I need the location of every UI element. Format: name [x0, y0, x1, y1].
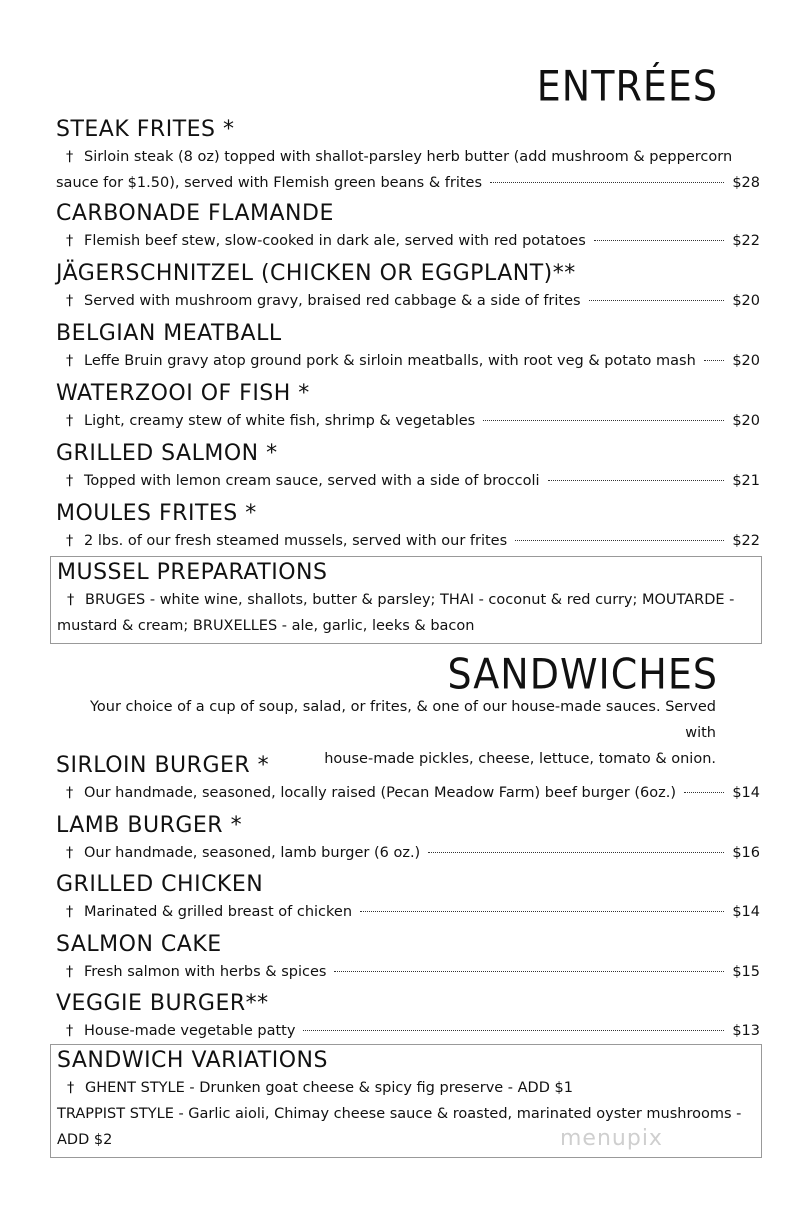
dot-leader: [548, 480, 725, 481]
menu-item-veggie-burger: [56, 990, 760, 1044]
item-price: $15: [732, 964, 760, 980]
dot-leader: [360, 911, 724, 912]
item-description: Fresh salmon with herbs & spices: [84, 964, 327, 980]
item-description-row: [56, 288, 760, 314]
dagger-icon: †: [66, 473, 74, 489]
item-description: Leffe Bruin gravy atop ground pork & sirloin meatballs, with root veg & potato mash: [84, 353, 696, 369]
item-name: JÄGERSCHNITZEL (CHICKEN OR EGGPLANT)**: [56, 261, 576, 286]
item-description-row: [56, 468, 760, 494]
menu-item-steak-frites: [56, 116, 760, 196]
dot-leader: [303, 1030, 724, 1031]
dagger-icon: †: [66, 785, 74, 801]
item-description-row: [56, 408, 760, 434]
item-description: House-made vegetable patty: [84, 1023, 296, 1039]
item-price: $22: [732, 533, 760, 549]
menu-item-carbonade: [56, 200, 760, 254]
box-line: † BRUGES - white wine, shallots, butter & parsley; THAI - coconut & red curry; MOUTARDE -: [57, 587, 755, 613]
dot-leader: [428, 852, 724, 853]
item-description: Served with mushroom gravy, braised red cabbage & a side of frites: [84, 293, 581, 309]
menu-item-sirloin-burger: [56, 752, 760, 806]
item-name: STEAK FRITES *: [56, 117, 235, 142]
dot-leader: [594, 240, 725, 241]
item-description-row: [56, 780, 760, 806]
menu-item-moules-frites: [56, 500, 760, 554]
item-price: $28: [732, 175, 760, 191]
item-price: $14: [732, 785, 760, 801]
dot-leader: [704, 360, 725, 361]
item-description-row: [56, 840, 760, 866]
dot-leader: [684, 792, 724, 793]
dagger-icon: †: [66, 293, 74, 309]
item-price: $22: [732, 233, 760, 249]
watermark: menupix: [560, 1126, 663, 1151]
item-price: $21: [732, 473, 760, 489]
item-description: Our handmade, seasoned, lamb burger (6 oz.): [84, 845, 421, 861]
item-description-row: [56, 348, 760, 374]
dagger-icon: †: [66, 149, 74, 165]
item-price: $20: [732, 353, 760, 369]
item-description: † Sirloin steak (8 oz) topped with shallot-parsley herb butter (add mushroom & peppercorn: [56, 144, 760, 170]
menu-item-lamb-burger: [56, 812, 760, 866]
menu-item-salmon-cake: [56, 931, 760, 985]
intro-line: Your choice of a cup of soup, salad, or frites, & one of our house-made sauces. Served with: [89, 699, 716, 741]
item-price: $16: [732, 845, 760, 861]
menu-item-waterzooi: [56, 380, 760, 434]
sandwiches-heading: SANDWICHES: [447, 650, 718, 699]
item-description: 2 lbs. of our fresh steamed mussels, served with our frites: [84, 533, 508, 549]
mussel-preparations-box: [50, 556, 762, 644]
dot-leader: [334, 971, 724, 972]
menu-item-jagerschnitzel: [56, 260, 760, 314]
item-description-row: [56, 959, 760, 985]
dagger-icon: †: [66, 845, 74, 861]
item-description: Flemish beef stew, slow-cooked in dark ale, served with red potatoes: [84, 233, 586, 249]
entrees-heading: ENTRÉES: [536, 62, 718, 111]
item-description: Light, creamy stew of white fish, shrimp & vegetables: [84, 413, 476, 429]
dagger-icon: †: [66, 353, 74, 369]
item-name: MOULES FRITES *: [56, 501, 257, 526]
item-name: SALMON CAKE: [56, 932, 222, 957]
item-description-row: [56, 170, 760, 196]
dot-leader: [589, 300, 725, 301]
item-price: $20: [732, 413, 760, 429]
item-name: CARBONADE FLAMANDE: [56, 201, 334, 226]
box-line: TRAPPIST STYLE - Garlic aioli, Chimay cheese sauce & roasted, marinated oyster mushrooms -: [57, 1106, 742, 1122]
item-description: Our handmade, seasoned, locally raised (Pecan Meadow Farm) beef burger (6oz.): [84, 785, 676, 801]
item-name: LAMB BURGER *: [56, 813, 243, 838]
box-title: MUSSEL PREPARATIONS: [57, 560, 328, 585]
dagger-icon: †: [66, 413, 74, 429]
box-line: ADD $2: [57, 1132, 113, 1148]
dagger-icon: †: [67, 1080, 75, 1096]
item-name: GRILLED SALMON *: [56, 441, 278, 466]
dot-leader: [515, 540, 724, 541]
item-price: $20: [732, 293, 760, 309]
menu-item-belgian-meatball: [56, 320, 760, 374]
box-title: SANDWICH VARIATIONS: [57, 1048, 328, 1073]
box-line: † GHENT STYLE - Drunken goat cheese & spicy fig preserve - ADD $1: [57, 1075, 755, 1101]
item-name: BELGIAN MEATBALL: [56, 321, 282, 346]
dot-leader: [490, 182, 724, 183]
dagger-icon: †: [66, 904, 74, 920]
intro-line: house-made pickles, cheese, lettuce, tomato & onion.: [324, 751, 716, 767]
dagger-icon: †: [66, 1023, 74, 1039]
item-name: SIRLOIN BURGER *: [56, 753, 270, 778]
item-description-row: [56, 528, 760, 554]
item-description-row: [56, 228, 760, 254]
item-price: $13: [732, 1023, 760, 1039]
item-name: GRILLED CHICKEN: [56, 872, 264, 897]
item-price: $14: [732, 904, 760, 920]
item-description: Topped with lemon cream sauce, served with a side of broccoli: [84, 473, 540, 489]
menu-item-grilled-salmon: [56, 440, 760, 494]
item-description: sauce for $1.50), served with Flemish green beans & frites: [56, 175, 483, 191]
dagger-icon: †: [66, 964, 74, 980]
item-description: Marinated & grilled breast of chicken: [84, 904, 353, 920]
box-line: mustard & cream; BRUXELLES - ale, garlic, leeks & bacon: [57, 618, 475, 634]
dot-leader: [483, 420, 724, 421]
item-name: WATERZOOI OF FISH *: [56, 381, 310, 406]
menu-item-grilled-chicken: [56, 871, 760, 925]
dagger-icon: †: [66, 233, 74, 249]
item-name: VEGGIE BURGER**: [56, 991, 269, 1016]
item-description-row: [56, 1018, 760, 1044]
dagger-icon: †: [67, 592, 75, 608]
item-description-row: [56, 899, 760, 925]
dagger-icon: †: [66, 533, 74, 549]
